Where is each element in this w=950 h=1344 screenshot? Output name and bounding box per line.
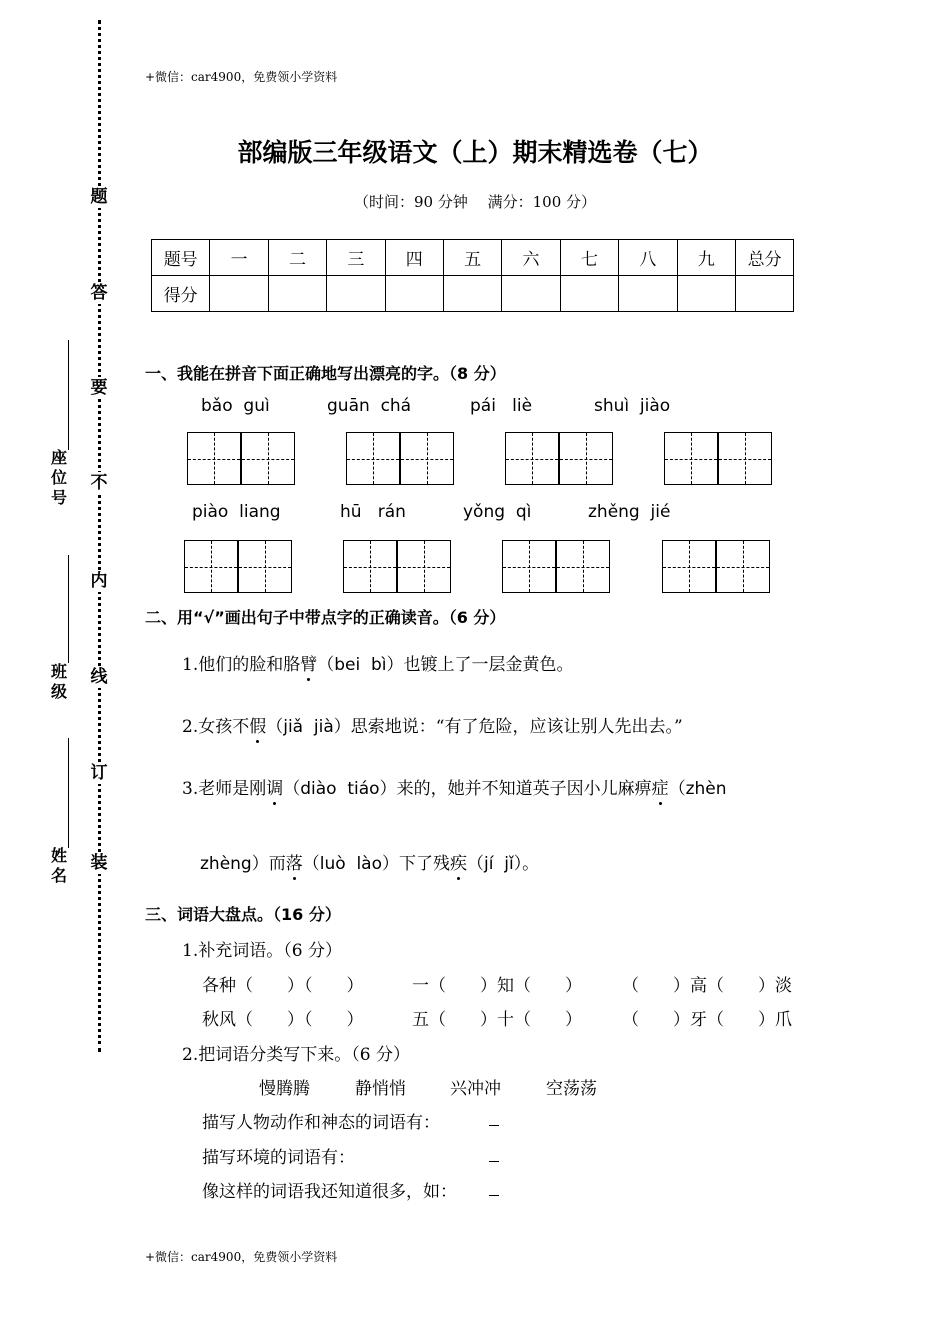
tian-grid-box[interactable] — [400, 432, 454, 485]
score-header-cell: 五 — [443, 240, 501, 276]
tian-grid-box[interactable] — [397, 540, 451, 593]
seal-char: 不 — [88, 472, 110, 494]
fill-blank-item[interactable]: 各种（ ）（ ） — [202, 976, 364, 996]
question-2-3-continued — [200, 849, 539, 874]
pinyin-label: hū rán — [340, 502, 406, 522]
fill-blank-item[interactable]: 秋风（ ）（ ） — [202, 1010, 364, 1030]
score-table-header-row — [152, 240, 794, 276]
sentence-text: ）而 — [251, 854, 286, 874]
pinyin-options[interactable]: luò lào — [319, 854, 382, 874]
score-table-score-row — [152, 276, 794, 312]
sentence-text: ）也镀上了一层金黄色。 — [386, 655, 574, 675]
seal-char: 要 — [88, 377, 110, 399]
score-row-label: 得分 — [152, 276, 210, 312]
name-line[interactable] — [68, 738, 69, 848]
question-number: 1. — [182, 655, 199, 675]
seat-number-label: 座位号 — [50, 448, 67, 507]
tian-grid-box[interactable] — [184, 540, 238, 593]
sentence-text: ）。 — [513, 854, 540, 874]
watermark-bottom: +微信：car4900，免费领小学资料 — [145, 1250, 338, 1264]
sentence-text: ）来的，她并不知道英子因小儿麻痹 — [379, 779, 652, 799]
answer-blank[interactable] — [489, 1161, 499, 1162]
score-header-cell: 一 — [210, 240, 268, 276]
score-header-cell: 八 — [619, 240, 677, 276]
section2-heading: 二、用“√”画出句子中带点字的正确读音。（6 分） — [145, 608, 506, 627]
pinyin-label: zhěng jié — [588, 502, 671, 522]
sentence-text: （ — [283, 779, 301, 799]
seal-char: 题 — [88, 186, 110, 208]
dotted-char: 假 — [249, 717, 267, 737]
seal-char: 装 — [88, 852, 110, 874]
score-cell[interactable] — [327, 276, 385, 312]
sentence-text: （ — [266, 717, 284, 737]
question-2-3 — [182, 774, 727, 799]
sentence-text: 女孩不 — [198, 717, 250, 737]
tian-grid-box[interactable] — [343, 540, 397, 593]
pinyin-options[interactable]: bei bì — [334, 655, 387, 675]
sentence-text: 老师是刚 — [198, 779, 267, 799]
pinyin-label: bǎo guì — [201, 396, 270, 416]
word-item: 空荡荡 — [546, 1079, 597, 1099]
word-item: 慢腾腾 — [259, 1079, 310, 1099]
class-line[interactable] — [68, 555, 69, 663]
classify-prompt: 像这样的词语我还知道很多，如： — [202, 1182, 457, 1202]
score-header-cell: 二 — [268, 240, 326, 276]
binding-dotted-line — [98, 20, 101, 1052]
pinyin-label: guān chá — [327, 396, 412, 416]
sentence-text: （ — [668, 779, 686, 799]
score-header-cell: 三 — [327, 240, 385, 276]
tian-grid-box[interactable] — [662, 540, 716, 593]
dotted-char: 疾 — [449, 854, 467, 874]
sentence-text: （ — [466, 854, 484, 874]
pinyin-options[interactable]: diào tiáo — [300, 779, 380, 799]
pinyin-options[interactable]: zhèng — [200, 854, 252, 874]
dotted-char: 症 — [651, 779, 669, 799]
tian-grid-box[interactable] — [559, 432, 613, 485]
pinyin-options[interactable]: zhèn — [685, 779, 727, 799]
sentence-text: ）下了残 — [381, 854, 450, 874]
class-label: 班级 — [50, 662, 67, 701]
section3-sub1: 1.补充词语。（6 分） — [182, 941, 342, 961]
score-cell[interactable] — [268, 276, 326, 312]
dotted-char: 臂 — [300, 655, 318, 675]
score-header-cell: 九 — [677, 240, 735, 276]
seal-char: 内 — [88, 570, 110, 592]
tian-grid-box[interactable] — [716, 540, 770, 593]
pinyin-label: piào liang — [192, 502, 281, 522]
section1-heading: 一、我能在拼音下面正确地写出漂亮的字。（8 分） — [145, 364, 506, 383]
question-number: 2. — [182, 717, 199, 737]
pinyin-options[interactable]: jiǎ jià — [283, 717, 334, 737]
pinyin-label: yǒng qì — [463, 502, 532, 522]
tian-grid-box[interactable] — [664, 432, 718, 485]
pinyin-label: shuì jiào — [594, 396, 671, 416]
question-2-2 — [182, 712, 683, 737]
answer-blank[interactable] — [489, 1125, 499, 1126]
question-2-1 — [182, 650, 574, 675]
tian-grid-box[interactable] — [238, 540, 292, 593]
sentence-text: （ — [302, 854, 320, 874]
seal-char: 线 — [88, 666, 110, 688]
score-cell[interactable] — [735, 276, 793, 312]
score-header-cell: 四 — [385, 240, 443, 276]
fill-blank-item[interactable]: 一（ ）知（ ） — [412, 976, 582, 996]
tian-grid-box[interactable] — [505, 432, 559, 485]
fill-blank-item[interactable]: 五（ ）十（ ） — [412, 1010, 582, 1030]
sentence-text: 他们的脸和胳 — [198, 655, 301, 675]
sentence-text: ）思索地说：“有了危险，应该让别人先出去。” — [333, 717, 683, 737]
tian-grid-box[interactable] — [187, 432, 241, 485]
tian-grid-box[interactable] — [502, 540, 556, 593]
watermark-top: +微信：car4900，免费领小学资料 — [145, 70, 338, 84]
tian-grid-box[interactable] — [556, 540, 610, 593]
classify-prompt: 描写人物动作和神态的词语有： — [202, 1113, 440, 1133]
score-cell[interactable] — [560, 276, 618, 312]
score-cell[interactable] — [619, 276, 677, 312]
fill-blank-item[interactable]: （ ）高（ ）淡 — [622, 976, 792, 996]
score-cell[interactable] — [502, 276, 560, 312]
tian-grid-box[interactable] — [346, 432, 400, 485]
score-cell[interactable] — [385, 276, 443, 312]
score-header-cell: 六 — [502, 240, 560, 276]
score-header-cell: 七 — [560, 240, 618, 276]
page-title: 部编版三年级语文（上）期末精选卷（七） — [237, 138, 713, 167]
classify-prompt: 描写环境的词语有： — [202, 1148, 355, 1168]
dotted-char: 落 — [285, 854, 303, 874]
tian-grid-box[interactable] — [718, 432, 772, 485]
score-header-cell: 题号 — [152, 240, 210, 276]
answer-blank[interactable] — [489, 1195, 499, 1196]
pinyin-label: pái liè — [470, 396, 533, 416]
seal-char: 答 — [88, 282, 110, 304]
dotted-char: 调 — [266, 779, 284, 799]
score-cell[interactable] — [210, 276, 268, 312]
page-subtitle: （时间：90 分钟 满分：100 分） — [353, 193, 597, 211]
section3-heading: 三、词语大盘点。（16 分） — [145, 905, 341, 924]
sentence-text: （ — [317, 655, 335, 675]
seal-char: 订 — [88, 762, 110, 784]
name-label: 姓名 — [50, 846, 67, 885]
section3-sub2: 2.把词语分类写下来。（6 分） — [182, 1045, 410, 1065]
tian-grid-box[interactable] — [241, 432, 295, 485]
word-item: 兴冲冲 — [450, 1079, 501, 1099]
score-cell[interactable] — [677, 276, 735, 312]
seat-number-line[interactable] — [68, 340, 69, 450]
pinyin-options[interactable]: jí jǐ — [483, 854, 514, 874]
fill-blank-item[interactable]: （ ）牙（ ）爪 — [622, 1010, 792, 1030]
question-number: 3. — [182, 779, 199, 799]
score-table — [151, 239, 794, 312]
score-header-cell: 总分 — [735, 240, 793, 276]
word-item: 静悄悄 — [355, 1079, 406, 1099]
score-cell[interactable] — [443, 276, 501, 312]
